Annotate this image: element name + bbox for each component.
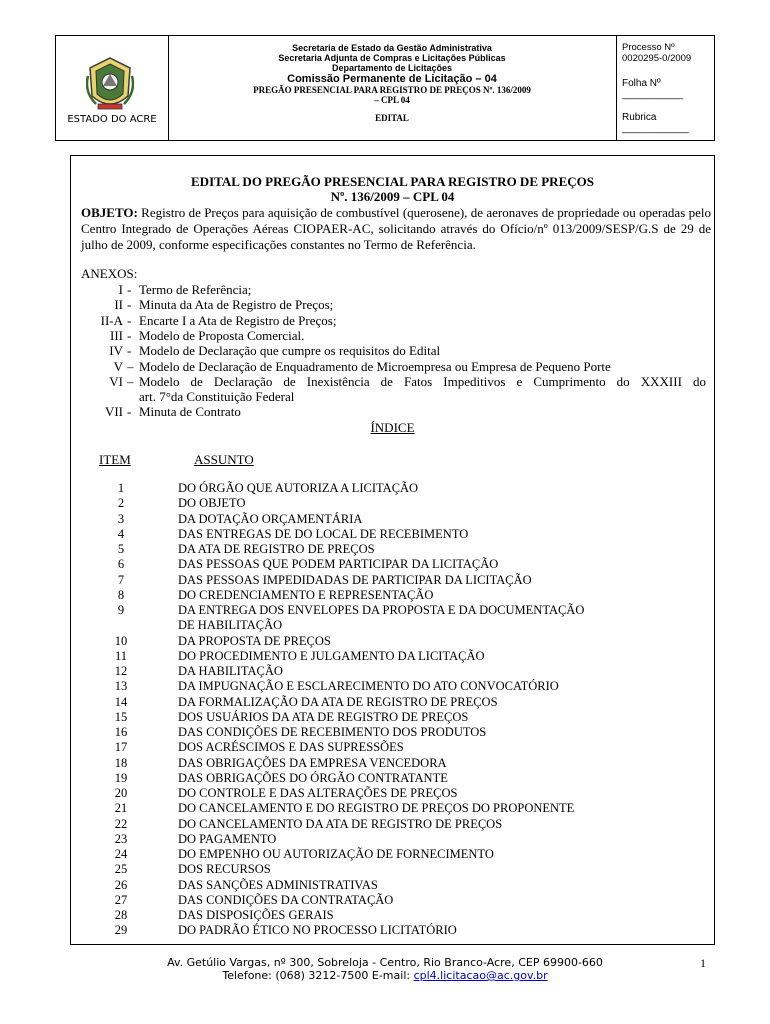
footer-phone: Telefone: (068) 3212-7500 E-mail:: [222, 969, 414, 982]
state-label: ESTADO DO ACRE: [67, 114, 157, 125]
indice-item-subject: DOS USUÁRIOS DA ATA DE REGISTRO DE PREÇOS: [178, 709, 469, 724]
indice-item-subject: DAS PESSOAS IMPEDIDADAS DE PARTICIPAR DA LICITAÇÃO: [178, 572, 532, 587]
anexo-number: VI: [109, 373, 123, 389]
indice-item-subject: DAS OBRIGAÇÕES DA EMPRESA VENCEDORA: [178, 755, 447, 770]
indice-item-number: 3: [117, 511, 125, 526]
header-line-pregao: PREGÃO PRESENCIAL PARA REGISTRO DE PREÇOS Nº. 136/2009: [253, 85, 531, 95]
page-footer: [0, 956, 770, 982]
header-line-edital: EDITAL: [375, 113, 409, 123]
document-header: [55, 35, 715, 141]
indice-item-number: 10: [114, 633, 128, 648]
anexo-number: V: [113, 358, 123, 374]
indice-item-number: 28: [114, 908, 128, 922]
indice-item-number: 6: [117, 557, 125, 572]
indice-item-subject: DAS SANÇÕES ADMINISTRATIVAS: [178, 877, 378, 892]
anexo-dash: -: [127, 312, 132, 328]
anexo-dash: -: [127, 297, 132, 313]
rubrica-field: Rubrica ____________: [622, 112, 689, 134]
indice-item-number: 4: [117, 526, 125, 541]
header-line-cpl: – CPL 04: [374, 95, 410, 105]
header-line-comissao: Comissão Permanente de Licitação – 04: [287, 73, 497, 85]
anexo-dash: -: [127, 282, 132, 297]
anexo-dash: –: [127, 358, 134, 374]
indice-item-subject: DAS OBRIGAÇÕES DO ÓRGÃO CONTRATANTE: [178, 770, 448, 785]
processo-number: Processo Nº 0020295-0/2009: [622, 42, 692, 64]
indice-item-number: 12: [114, 664, 128, 678]
indice-item-subject: DAS ENTREGAS DE DO LOCAL DE RECEBIMENTO: [178, 526, 469, 541]
indice-item-subject: DA FORMALIZAÇÃO DA ATA DE REGISTRO DE PREÇOS: [178, 694, 498, 709]
header-line-secretaria: Secretaria de Estado da Gestão Administrativa: [292, 43, 492, 53]
indice-item-number: 11: [114, 648, 128, 663]
indice-heading: ÍNDICE: [370, 420, 415, 435]
edital-content-box: [70, 155, 715, 945]
indice-item-subject: DA HABILITAÇÃO: [178, 664, 283, 678]
indice-item-number: 19: [114, 770, 128, 785]
anexo-dash: –: [127, 373, 134, 389]
anexo-number: I: [118, 282, 123, 297]
indice-item-subject: DA DOTAÇÃO ORÇAMENTÁRIA: [178, 511, 363, 526]
objeto-text: Registro de Preços para aquisição de combustível (querosene), de aeronaves de propriedade ou operadas pelo Centro Integrado de Operações Aéreas CIOPAER-AC, solicitando através do Ofício/nº 013/2009/SESP/G.S de 29 de julho de 2009, conforme especificações constantes no Termo de Referência.: [81, 205, 711, 252]
indice-item-number: 8: [117, 587, 125, 602]
footer-email-link[interactable]: cpl4.licitacao@ac.gov.br: [413, 969, 548, 982]
anexo-dash: -: [127, 343, 132, 359]
anexo-number: II-A: [100, 312, 123, 328]
indice-item-number: 21: [114, 801, 128, 816]
indice-item-number: 27: [114, 892, 128, 907]
indice-item-subject: DA IMPUGNAÇÃO E ESCLARECIMENTO DO ATO CONVOCATÓRIO: [178, 679, 559, 694]
anexo-text: Termo de Referência;: [139, 282, 252, 297]
indice-item-subject: DO PADRÃO ÉTICO NO PROCESSO LICITATÓRIO: [178, 923, 457, 938]
indice-item-subject: DAS PESSOAS QUE PODEM PARTICIPAR DA LICITAÇÃO: [178, 557, 499, 572]
anexo-number: II: [114, 297, 123, 313]
indice-item-subject: DO PAGAMENTO: [178, 831, 277, 846]
anexo-text: Encarte I a Ata de Registro de Preços;: [139, 312, 337, 328]
anexo-text: Modelo de Declaração de Enquadramento de Microempresa ou Empresa de Pequeno Porte: [139, 358, 611, 374]
indice-item-subject: DO OBJETO: [178, 496, 246, 511]
objeto-paragraph: [81, 205, 711, 253]
objeto-label: OBJETO:: [81, 205, 138, 220]
indice-item-number: 9: [117, 603, 125, 617]
state-crest-icon: [86, 56, 134, 114]
indice-item-number: 18: [114, 755, 128, 770]
anexo-text: art. 7°da Constituição Federal: [139, 389, 295, 405]
indice-item-subject: DE HABILITAÇÃO: [178, 618, 283, 633]
anexo-text: Minuta de Contrato: [139, 404, 241, 420]
header-title-cell: [168, 36, 617, 140]
indice-item-subject: DO PROCEDIMENTO E JULGAMENTO DA LICITAÇÃO: [178, 648, 485, 663]
indice-item-number: 29: [114, 923, 128, 938]
anexo-number: IV: [109, 343, 123, 359]
header-process-cell: [616, 36, 714, 140]
anexo-number: III: [110, 327, 123, 343]
indice-item-number: 23: [114, 831, 128, 846]
indice-item-number: 15: [114, 709, 128, 724]
indice-item-number: 17: [114, 740, 128, 755]
folha-field: Folha Nº ___________: [622, 78, 684, 100]
indice-item-subject: DAS CONDIÇÕES DE RECEBIMENTO DOS PRODUTOS: [178, 725, 487, 739]
anexos-label: ANEXOS:: [81, 266, 138, 281]
indice-item-subject: DO EMPENHO OU AUTORIZAÇÃO DE FORNECIMENTO: [178, 847, 494, 861]
anexo-text: Modelo de Proposta Comercial.: [139, 327, 305, 343]
indice-item-subject: DOS RECURSOS: [178, 862, 271, 877]
header-line-secretaria-adjunta: Secretaria Adjunta de Compras e Licitações Públicas: [278, 53, 506, 63]
anexo-number: VII: [104, 404, 123, 420]
indice-item-subject: DAS DISPOSIÇÕES GERAIS: [178, 908, 334, 922]
indice-item-number: 16: [114, 725, 128, 739]
page-number: 1: [700, 956, 706, 970]
indice-item-number: 22: [114, 816, 128, 831]
edital-number: Nº. 136/2009 – CPL 04: [330, 189, 455, 204]
anexo-dash: -: [127, 327, 132, 343]
indice-item-subject: DOS ACRÉSCIMOS E DAS SUPRESSÕES: [178, 740, 404, 755]
indice-item-number: 26: [114, 877, 128, 892]
indice-item-subject: DO ÓRGÃO QUE AUTORIZA A LICITAÇÃO: [178, 481, 419, 495]
assunto-column-header: ASSUNTO: [194, 452, 254, 467]
indice-item-subject: DO CANCELAMENTO DA ATA DE REGISTRO DE PREÇOS: [178, 816, 503, 831]
header-line-departamento: Departamento de Licitações: [331, 63, 453, 73]
indice-item-subject: DO CONTROLE E DAS ALTERAÇÕES DE PREÇOS: [178, 786, 458, 800]
indice-item-number: 20: [114, 786, 128, 800]
indice-item-number: 25: [114, 862, 128, 877]
header-logo-cell: [56, 36, 169, 140]
indice-item-number: 24: [114, 847, 128, 861]
indice-item-subject: DA ENTREGA DOS ENVELOPES DA PROPOSTA E DA DOCUMENTAÇÃO: [178, 603, 585, 617]
anexo-dash: -: [127, 404, 132, 420]
item-column-header: ITEM: [99, 452, 131, 467]
indice-item-number: 13: [114, 679, 128, 694]
anexo-text: Modelo de Declaração que cumpre os requisitos do Edital: [139, 343, 441, 359]
indice-item-number: 14: [114, 694, 128, 709]
indice-item-subject: DA PROPOSTA DE PREÇOS: [178, 633, 331, 648]
indice-item-subject: DO CANCELAMENTO E DO REGISTRO DE PREÇOS DO PROPONENTE: [178, 801, 575, 816]
edital-title: EDITAL DO PREGÃO PRESENCIAL PARA REGISTRO DE PREÇOS: [191, 174, 594, 189]
indice-item-subject: DA ATA DE REGISTRO DE PREÇOS: [178, 542, 375, 556]
indice-item-number: 7: [117, 572, 125, 587]
indice-item-subject: DAS CONDIÇÕES DA CONTRATAÇÃO: [178, 892, 394, 907]
footer-address: Av. Getúlio Vargas, nº 300, Sobreloja - Centro, Rio Branco-Acre, CEP 69900-660: [167, 956, 603, 969]
indice-item-number: 1: [117, 481, 125, 495]
anexo-text: Minuta da Ata de Registro de Preços;: [139, 297, 334, 313]
anexo-text: Modelo de Declaração de Inexistência de Fatos Impeditivos e Cumprimento do XXXIII do: [139, 373, 706, 389]
indice-item-number: 5: [117, 542, 125, 556]
indice-item-subject: DO CREDENCIAMENTO E REPRESENTAÇÃO: [178, 587, 434, 602]
indice-item-number: 2: [117, 496, 125, 511]
